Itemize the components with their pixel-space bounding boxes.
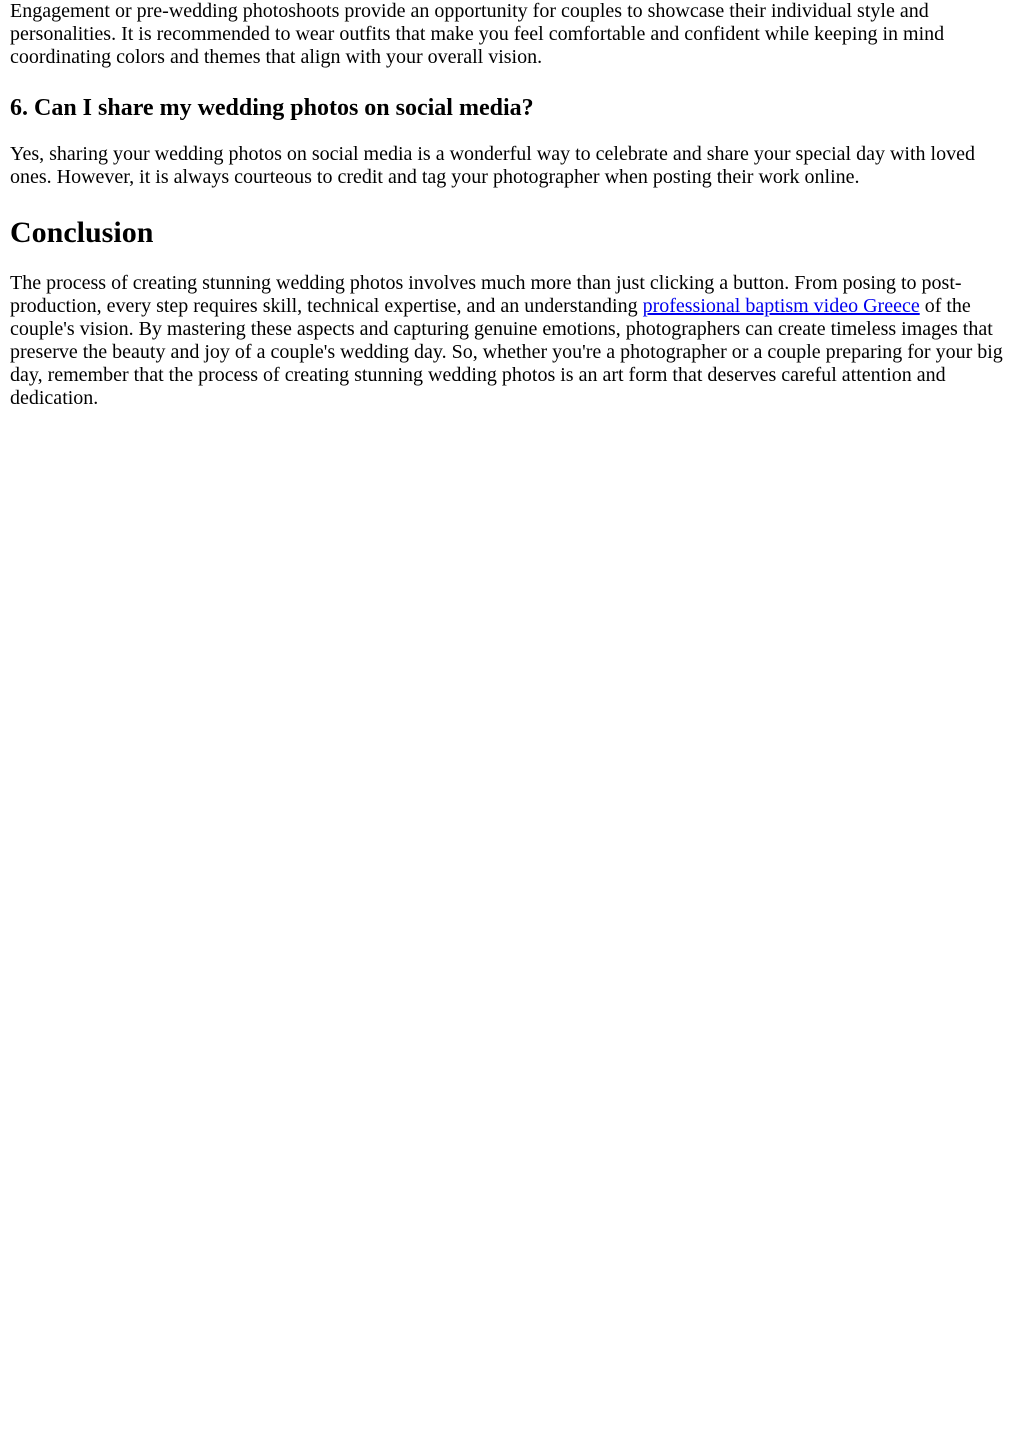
intro-paragraph: Engagement or pre-wedding photoshoots provide an opportunity for couples to showcase their individual style and personalities. It is recommended to wear outfits that make you feel comfortable and confident while keeping in mind coordinating colors and themes that align with your overall vision.	[10, 0, 945, 68]
faq-question-heading: 6. Can I share my wedding photos on social media?	[10, 95, 534, 121]
conclusion-text-before-link: The process of creating stunning wedding photos involves much more than just clicking a button. From posing to post-production, every step requires skill, technical expertise, and an understanding	[10, 272, 962, 317]
faq-answer-paragraph: Yes, sharing your wedding photos on social media is a wonderful way to celebrate and share your special day with loved ones. However, it is always courteous to credit and tag your photographer when posting their work online.	[10, 143, 975, 188]
conclusion-text-after-link: of the couple's vision. By mastering these aspects and capturing genuine emotions, photographers can create timeless images that preserve the beauty and joy of a couple's wedding day. So, whether you're a photographer or a couple preparing for your big day, remember that the process of creating stunning wedding photos is an art form that deserves careful attention and dedication.	[10, 295, 1003, 409]
article-content	[10, 0, 1014, 410]
conclusion-paragraph	[10, 272, 1014, 410]
baptism-video-link[interactable]: professional baptism video Greece	[642, 295, 920, 317]
conclusion-heading: Conclusion	[10, 216, 154, 249]
